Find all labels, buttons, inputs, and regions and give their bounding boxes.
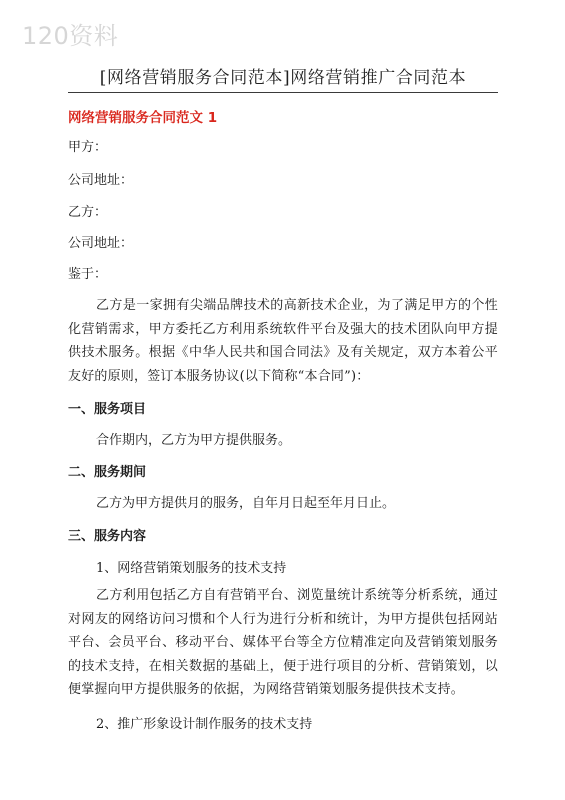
clause-3-heading: 三、服务内容 xyxy=(68,529,147,544)
title-divider xyxy=(68,92,498,93)
clause-2-body: 乙方为甲方提供月的服务，自年月日起至年月日止。 xyxy=(96,496,396,511)
clause-1-body: 合作期内，乙方为甲方提供服务。 xyxy=(96,433,292,448)
clause-1-heading: 一、服务项目 xyxy=(68,402,147,417)
party-b-address-label: 公司地址： xyxy=(68,236,134,251)
party-b-label: 乙方： xyxy=(68,205,108,220)
whereas-label: 鉴于： xyxy=(68,267,108,282)
clause-3-item-1-paragraph: 乙方利用包括乙方自有营销平台、浏览量统计系统等分析系统，通过对网友的网络访问习惯和个人行为进行分析和统计，为甲方提供包括网站平台、会员平台、移动平台、媒体平台等全方位精准定向及营销策划服务的技术支持，在相关数据的基础上，便于进行项目的分析、营销策划，以便掌握向甲方提供服务的依据，为网络营销策划服务提供技术支持。 xyxy=(68,588,498,697)
clause-2-heading: 二、服务期间 xyxy=(68,465,147,480)
section-heading: 网络营销服务合同范文 1 xyxy=(68,110,218,126)
document-title: [网络营销服务合同范本]网络营销推广合同范本 xyxy=(99,68,467,88)
clause-3-item-1-heading: 1、网络营销策划服务的技术支持 xyxy=(96,561,287,576)
clause-3-item-2-heading: 2、推广形象设计制作服务的技术支持 xyxy=(96,717,313,732)
watermark: 120资料 xyxy=(22,22,119,50)
party-a-address-label: 公司地址： xyxy=(68,173,134,188)
preamble-paragraph: 乙方是一家拥有尖端品牌技术的高新技术企业，为了满足甲方的个性化营销需求，甲方委托乙方利用系统软件平台及强大的技术团队向甲方提供技术服务。根据《中华人民共和国合同法》及有关规定，双方本着公平友好的原则，签订本服务协议(以下简称“本合同”)： xyxy=(68,298,498,384)
party-a-label: 甲方： xyxy=(68,140,108,155)
